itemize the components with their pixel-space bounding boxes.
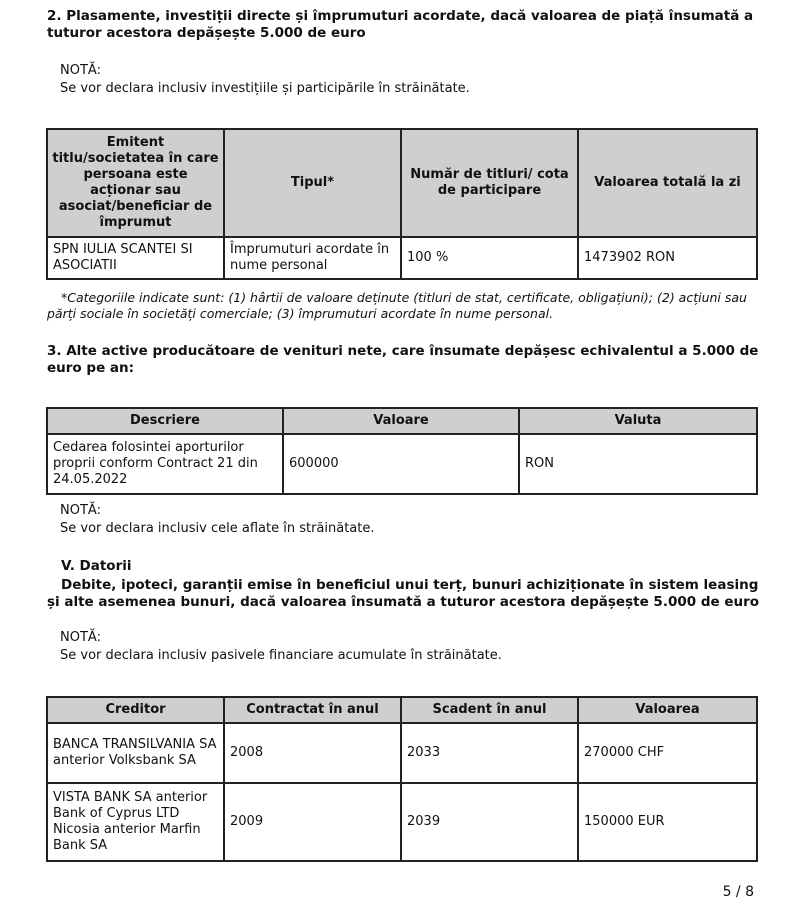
page-number: 5 / 8 [722, 884, 754, 900]
section-5-heading-text: Debite, ipoteci, garanții emise în beneficiul unui terț, bunuri achiziționate în sistem leasing și alte asemenea bunuri, dacă valoarea însumată a tuturor acestora depășește 5.000 de euro [47, 577, 760, 610]
table-row [47, 723, 757, 783]
categories-footnote: *Categoriile indicate sunt: (1) hârtii de valoare deținute (titluri de stat, certificate, obligațiuni); (2) acțiuni sau părți sociale în societăți comerciale; (3) împrumuturi acordate în nume personal. [47, 290, 747, 321]
section-2-heading: 2. Plasamente, investiții directe și împrumuturi acordate, dacă valoarea de piață însumată a tuturor acestora depășește 5.000 de euro [47, 8, 754, 41]
table-cell: 2009 [224, 783, 401, 861]
column-header: Număr de titluri/ cota de participare [401, 129, 578, 237]
column-header: Scadent în anul [401, 697, 578, 723]
note-label: NOTĂ: [60, 503, 101, 518]
table-cell: 1473902 RON [578, 237, 757, 279]
table-row [47, 434, 757, 494]
table-header-row [47, 129, 757, 237]
note-label: NOTĂ: [60, 630, 101, 645]
section-3-note [60, 502, 760, 538]
table-cell: RON [519, 434, 757, 494]
table-cell: Cedarea folosintei aporturilor proprii conform Contract 21 din 24.05.2022 [47, 434, 283, 494]
table-cell: 2033 [401, 723, 578, 783]
table-cell: BANCA TRANSILVANIA SA anterior Volksbank SA [47, 723, 224, 783]
column-header: Valuta [519, 408, 757, 434]
debts-table [46, 696, 758, 862]
section-5-title: V. Datorii [61, 558, 132, 574]
table-cell: 2008 [224, 723, 401, 783]
table-cell: 2039 [401, 783, 578, 861]
table-cell: 270000 CHF [578, 723, 757, 783]
table-cell: 100 % [401, 237, 578, 279]
column-header: Valoarea totală la zi [578, 129, 757, 237]
investments-table [46, 128, 758, 280]
column-header: Tipul* [224, 129, 401, 237]
section-5-heading [47, 577, 767, 611]
table-cell: SPN IULIA SCANTEI SI ASOCIATII [47, 237, 224, 279]
section-2-note [60, 62, 760, 98]
column-header: Creditor [47, 697, 224, 723]
column-header: Descriere [47, 408, 283, 434]
column-header: Emitent titlu/societatea în care persoana este acționar sau asociat/beneficiar de împrumut [47, 129, 224, 237]
table-cell: VISTA BANK SA anterior Bank of Cyprus LTD Nicosia anterior Marfin Bank SA [47, 783, 224, 861]
section-5-note [60, 629, 760, 665]
note-text: Se vor declara inclusiv cele aflate în străinătate. [60, 521, 375, 536]
column-header: Contractat în anul [224, 697, 401, 723]
table-cell: Împrumuturi acordate în nume personal [224, 237, 401, 279]
note-label: NOTĂ: [60, 63, 101, 78]
table-header-row [47, 408, 757, 434]
table-row [47, 783, 757, 861]
table-header-row [47, 697, 757, 723]
column-header: Valoarea [578, 697, 757, 723]
column-header: Valoare [283, 408, 519, 434]
table-cell: 600000 [283, 434, 519, 494]
note-text: Se vor declara inclusiv investițiile și participările în străinătate. [60, 81, 470, 96]
table-row [47, 237, 757, 279]
note-text: Se vor declara inclusiv pasivele financiare acumulate în străinătate. [60, 648, 502, 663]
section-3-heading: 3. Alte active producătoare de venituri nete, care însumate depășesc echivalentul a 5.000 de euro pe an: [47, 343, 759, 376]
table-cell: 150000 EUR [578, 783, 757, 861]
other-assets-table [46, 407, 758, 495]
